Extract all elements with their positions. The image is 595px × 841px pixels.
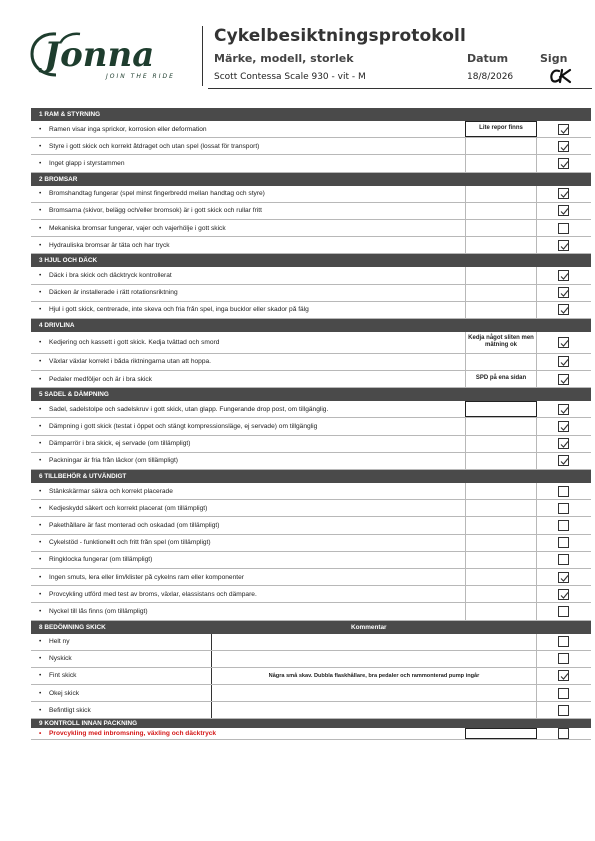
brand-name: Jonna <box>44 35 155 75</box>
checklist-row <box>31 453 591 470</box>
checkbox[interactable] <box>558 636 569 647</box>
item-text: Fint skick <box>49 672 77 680</box>
note-cell[interactable] <box>465 186 537 202</box>
checklist-row <box>31 517 591 534</box>
item-text: Hydrauliska bromsar är täta och har tryck <box>49 241 170 249</box>
note-cell[interactable] <box>465 552 537 568</box>
item-text: Kedjering och kassett i gott skick. Kedja tvättad och smord <box>49 338 220 346</box>
checkbox[interactable] <box>558 374 569 385</box>
checkbox[interactable] <box>558 520 569 531</box>
item-text: Okej skick <box>49 689 80 697</box>
check-icon <box>560 574 569 583</box>
bullet: • <box>39 338 42 346</box>
bullet: • <box>39 224 42 232</box>
checklist-row <box>31 332 591 354</box>
page-title: Cykelbesiktningsprotokoll <box>214 26 466 46</box>
section-title: 6 TILLBEHÖR & UTVÄNDIGT <box>39 473 127 480</box>
item-text: Bromshandtag fungerar (spel minst fingerbredd mellan handtag och styre) <box>49 190 265 198</box>
bullet: • <box>39 487 42 495</box>
comment-cell[interactable] <box>212 702 537 718</box>
item-text: Ingen smuts, lera eller lim/klister på cykelns ram eller komponenter <box>49 573 244 581</box>
brand-logo <box>28 28 188 88</box>
note-cell[interactable] <box>465 535 537 551</box>
checkbox[interactable] <box>558 158 569 169</box>
section-header <box>31 254 591 267</box>
bullet: • <box>39 306 42 314</box>
item-text: Helt ny <box>49 638 70 646</box>
assessment-row <box>31 634 591 651</box>
checkbox[interactable] <box>558 356 569 367</box>
item-text: Ringklocka fungerar (om tillämpligt) <box>49 556 153 564</box>
check-icon <box>560 358 569 367</box>
bullet: • <box>39 655 42 663</box>
checklist-row <box>31 121 591 138</box>
check-icon <box>560 242 569 251</box>
item-text-cell <box>31 685 212 701</box>
check-icon <box>560 339 569 348</box>
bullet: • <box>39 207 42 215</box>
note-cell[interactable] <box>465 453 537 469</box>
check-icon <box>560 207 569 216</box>
item-text: Sadel, sadelstolpe och sadelskruv i gott skick, utan glapp. Fungerande drop post, om tillgänglig. <box>49 405 329 413</box>
bullet: • <box>39 125 42 133</box>
checkbox[interactable] <box>558 572 569 583</box>
note-cell[interactable] <box>465 155 537 171</box>
brand-tagline: JOIN THE RIDE <box>106 73 175 80</box>
packing-row <box>31 728 591 740</box>
bullet: • <box>39 423 42 431</box>
item-text: Växlar växlar korrekt i båda riktningarna utan att hoppa. <box>49 358 212 366</box>
item-text: Däcken är installerade i rätt rotationsriktning <box>49 289 178 297</box>
item-text: Nyskick <box>49 655 72 663</box>
note-cell[interactable]: Kedja något sliten men mätning ok <box>465 332 537 353</box>
assessment-row <box>31 702 591 719</box>
note-cell[interactable]: SPD på ena sidan <box>465 371 537 387</box>
checklist-row <box>31 354 591 371</box>
comment-cell[interactable] <box>212 685 537 701</box>
comment-cell[interactable]: Några små skav. Dubbla flaskhållare, bra pedaler och rammonterad pump ingår <box>212 668 537 684</box>
checkbox[interactable] <box>558 554 569 565</box>
item-text: Packningar är fria från läckor (om tillämpligt) <box>49 457 178 465</box>
item-text-cell <box>31 651 212 667</box>
comment-cell[interactable] <box>212 634 537 650</box>
note-cell[interactable] <box>465 138 537 154</box>
section-header <box>31 388 591 401</box>
bullet: • <box>39 504 42 512</box>
bullet: • <box>39 689 42 697</box>
note-cell[interactable] <box>465 436 537 452</box>
checkbox[interactable] <box>558 438 569 449</box>
bullet: • <box>39 672 42 680</box>
bullet: • <box>39 521 42 529</box>
check-icon <box>560 272 569 281</box>
note-cell[interactable] <box>465 354 537 370</box>
note-cell[interactable] <box>465 267 537 283</box>
item-text: Provcykling med inbromsning, växling och däcktryck <box>49 730 217 738</box>
checkbox[interactable] <box>558 188 569 199</box>
section-title: 8 BEDÖMNING SKICK <box>39 623 106 631</box>
bullet: • <box>39 706 42 714</box>
check-icon <box>560 423 569 432</box>
section-header <box>31 719 591 728</box>
note-cell[interactable]: Lite repor finns <box>465 121 537 137</box>
bullet: • <box>39 573 42 581</box>
checkbox[interactable] <box>558 304 569 315</box>
item-text: Styre i gott skick och korrekt åtdraget och utan spel (lossat för transport) <box>49 142 260 150</box>
check-icon <box>560 190 569 199</box>
checklist-row <box>31 155 591 172</box>
item-text: Provcykling utförd med test av broms, växlar, elassistans och dämpare. <box>49 590 257 598</box>
checklist-row <box>31 436 591 453</box>
note-cell[interactable] <box>465 285 537 301</box>
bullet: • <box>39 375 42 383</box>
date-label: Datum <box>467 52 509 65</box>
checkbox[interactable] <box>558 124 569 135</box>
section-title: 3 HJUL OCH DÄCK <box>39 257 98 265</box>
item-text: Befintligt skick <box>49 706 91 714</box>
section-title: 5 SADEL & DÄMPNING <box>39 391 109 399</box>
note-cell[interactable] <box>465 418 537 434</box>
item-text: Inget glapp i styrstammen <box>49 159 125 167</box>
checklist-row <box>31 500 591 517</box>
assessment-row <box>31 651 591 668</box>
item-text: Däck i bra skick och däcktryck kontrollerat <box>49 271 172 279</box>
checkbox[interactable] <box>558 537 569 548</box>
note-cell[interactable] <box>465 220 537 236</box>
checkbox[interactable] <box>558 486 569 497</box>
section-title: 2 BROMSAR <box>39 175 78 183</box>
item-text: Mekaniska bromsar fungerar, vajer och vajerhölje i gott skick <box>49 224 226 232</box>
note-cell[interactable] <box>465 517 537 533</box>
bullet: • <box>39 457 42 465</box>
check-icon <box>560 143 569 152</box>
checklist-row <box>31 186 591 203</box>
bullet: • <box>39 142 42 150</box>
checkbox[interactable] <box>558 606 569 617</box>
check-icon <box>560 457 569 466</box>
note-cell[interactable] <box>465 483 537 499</box>
check-icon <box>560 306 569 315</box>
item-text: Hjul i gott skick, centrerade, inte skeva och fria från spel, inga bucklor eller skador på fälg <box>49 306 309 314</box>
bullet: • <box>39 190 42 198</box>
checkbox[interactable] <box>558 688 569 699</box>
date-value: 18/8/2026 <box>467 72 514 82</box>
section-header <box>31 108 591 121</box>
item-text-cell <box>31 702 212 718</box>
header-divider <box>202 26 203 86</box>
check-icon <box>560 591 569 600</box>
bullet: • <box>39 556 42 564</box>
item-text-cell <box>31 634 212 650</box>
item-text-cell <box>31 668 212 684</box>
bullet: • <box>39 590 42 598</box>
checkbox[interactable] <box>558 455 569 466</box>
comment-header: Kommentar <box>351 623 387 631</box>
item-text: Pedaler medföljer och är i bra skick <box>49 375 152 383</box>
checklist-row <box>31 535 591 552</box>
checkbox[interactable] <box>558 287 569 298</box>
item-text: Stänkskärmar säkra och korrekt placerade <box>49 487 173 495</box>
note-cell[interactable] <box>465 603 537 619</box>
item-text: Kedjeskydd säkert och korrekt placerat (om tillämpligt) <box>49 504 208 512</box>
checklist-row <box>31 418 591 435</box>
checklist-table <box>31 108 591 740</box>
note-cell[interactable] <box>465 586 537 602</box>
checkbox[interactable] <box>558 240 569 251</box>
bullet: • <box>39 607 42 615</box>
check-icon <box>560 406 569 415</box>
checklist-row <box>31 401 591 418</box>
checkbox[interactable] <box>558 404 569 415</box>
model-value: Scott Contessa Scale 930 - vit - M <box>214 72 366 82</box>
checklist-row <box>31 237 591 254</box>
checkbox[interactable] <box>558 270 569 281</box>
item-text: Nyckel till lås finns (om tillämpligt) <box>49 607 148 615</box>
checkbox[interactable] <box>558 223 569 234</box>
check-icon <box>560 289 569 298</box>
signature <box>548 67 574 85</box>
bullet: • <box>39 440 42 448</box>
note-cell[interactable] <box>465 401 537 417</box>
checklist-row <box>31 220 591 237</box>
check-icon <box>560 126 569 135</box>
section-header <box>31 319 591 332</box>
check-icon <box>560 440 569 449</box>
bullet: • <box>39 289 42 297</box>
note-cell[interactable] <box>465 203 537 219</box>
check-icon <box>560 160 569 169</box>
model-label: Märke, modell, storlek <box>214 52 354 65</box>
assessment-row <box>31 668 591 685</box>
note-cell[interactable] <box>465 569 537 585</box>
checkbox[interactable] <box>558 728 569 739</box>
item-text: Dämparrör i bra skick, ej servade (om tillämpligt) <box>49 440 191 448</box>
note-cell[interactable] <box>465 237 537 253</box>
sign-label: Sign <box>540 52 568 65</box>
comment-cell[interactable] <box>212 651 537 667</box>
item-text: Bromsarna (skivor, belägg och/eller bromsok) är i gott skick och rullar fritt <box>49 207 262 215</box>
note-cell[interactable] <box>465 728 537 739</box>
checkbox[interactable] <box>558 670 569 681</box>
bullet: • <box>39 271 42 279</box>
checklist-row <box>31 203 591 220</box>
checklist-row <box>31 302 591 319</box>
checkbox[interactable] <box>558 705 569 716</box>
check-icon <box>560 672 569 681</box>
item-text: Pakethållare är fast monterad och oskadad (om tillämpligt) <box>49 521 220 529</box>
item-text: Dämpning i gott skick (testat i öppet och stängt kompressionsläge, ej servade) om tillgänglig <box>49 423 318 431</box>
checklist-row <box>31 603 591 620</box>
bullet: • <box>39 241 42 249</box>
bullet: • <box>39 358 42 366</box>
checklist-row <box>31 483 591 500</box>
checkbox[interactable] <box>558 205 569 216</box>
checkbox[interactable] <box>558 421 569 432</box>
section-title: 4 DRIVLINA <box>39 321 75 329</box>
section-title: 9 KONTROLL INNAN PACKNING <box>39 720 138 728</box>
bullet: • <box>39 638 42 646</box>
assessment-row <box>31 685 591 702</box>
checkbox[interactable] <box>558 141 569 152</box>
bullet: • <box>39 159 42 167</box>
item-text: Cykelstöd - funktionellt och fritt från spel (om tillämpligt) <box>49 539 211 547</box>
checkbox[interactable] <box>558 337 569 348</box>
check-icon <box>560 376 569 385</box>
checklist-row <box>31 371 591 388</box>
note-cell[interactable] <box>465 302 537 318</box>
checklist-row <box>31 285 591 302</box>
section-header <box>31 621 591 634</box>
section-header <box>31 470 591 483</box>
note-cell[interactable] <box>465 500 537 516</box>
header-underline <box>208 88 592 89</box>
checklist-row <box>31 586 591 603</box>
section-title: 1 RAM & STYRNING <box>39 111 101 118</box>
checkbox[interactable] <box>558 589 569 600</box>
item-text: Ramen visar inga sprickor, korrosion eller deformation <box>49 125 207 133</box>
checkbox[interactable] <box>558 503 569 514</box>
bullet: • <box>39 405 42 413</box>
checklist-row <box>31 267 591 284</box>
bullet: • <box>39 539 42 547</box>
checklist-row <box>31 552 591 569</box>
checkbox[interactable] <box>558 653 569 664</box>
checklist-row <box>31 138 591 155</box>
section-header <box>31 173 591 186</box>
checklist-row <box>31 569 591 586</box>
bullet: • <box>39 730 42 738</box>
